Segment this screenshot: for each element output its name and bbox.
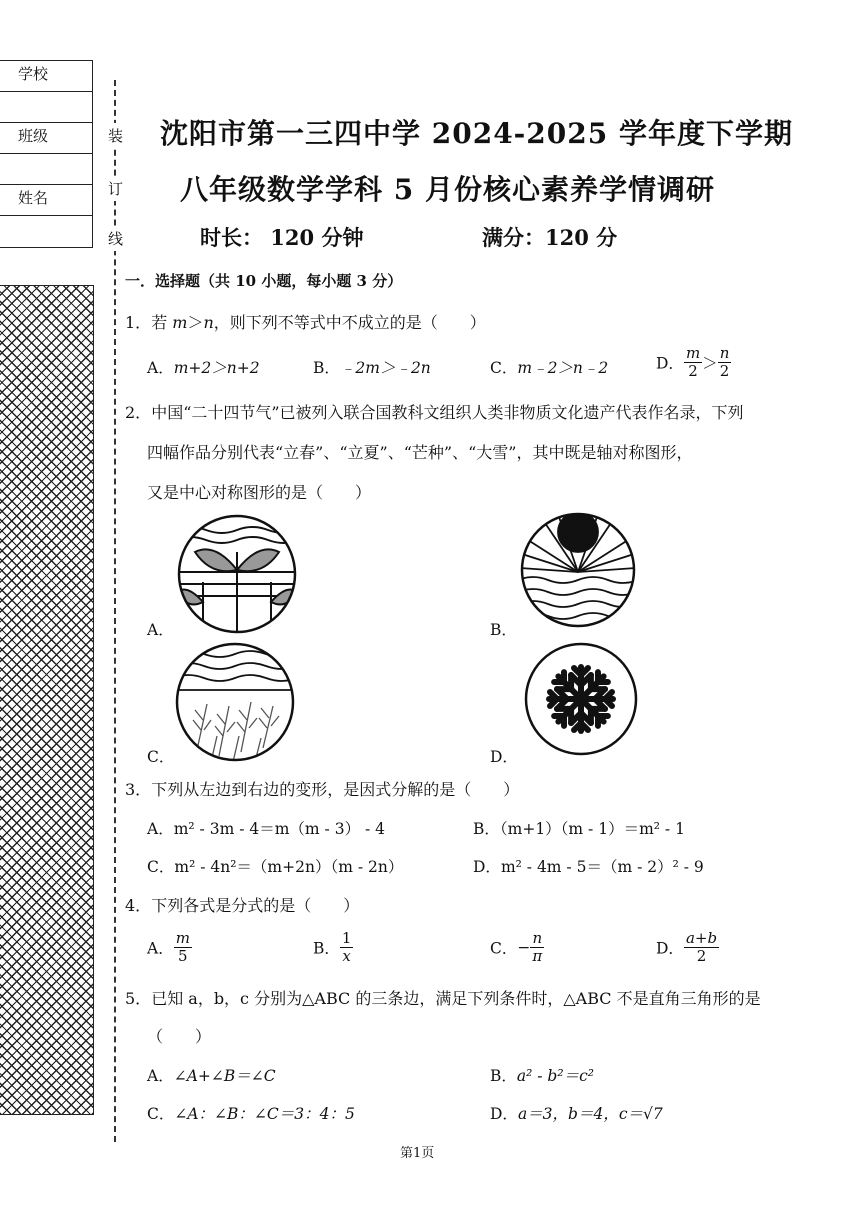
option-text: m﹣2＞n﹣2	[517, 359, 609, 377]
question-text: 下列各式是分式的是（ ）	[151, 896, 360, 915]
q2-option-b-label[interactable]: B．	[490, 621, 517, 639]
gt-sign: ＞	[187, 313, 204, 332]
question-2	[125, 400, 744, 423]
snowflake-emblem-icon	[522, 640, 640, 758]
q3-option-d[interactable]	[473, 855, 704, 877]
option-text: a＝3，b＝4，c＝√7	[517, 1105, 663, 1123]
question-number: 5．	[125, 989, 152, 1008]
question-2-line3: 又是中心对称图形的是（ ）	[147, 483, 372, 502]
option-text: a² - b²＝c²	[516, 1067, 594, 1085]
option-text: ∠A+∠B＝∠C	[173, 1067, 276, 1085]
q2-figure-a[interactable]	[175, 512, 299, 636]
q5-option-c[interactable]	[147, 1102, 355, 1124]
question-number: 4．	[125, 896, 152, 915]
q1-option-a[interactable]	[147, 356, 260, 378]
name-label: 姓名	[0, 185, 92, 216]
question-text: 下列从左边到右边的变形，是因式分解的是（ ）	[151, 780, 520, 799]
option-label: D．	[490, 1105, 518, 1123]
q4-option-c[interactable]: C．− $\frac{n}{\pi}$	[490, 929, 543, 965]
option-label: C．	[490, 359, 518, 377]
question-5-line2: （ ）	[147, 1027, 212, 1046]
page-number: 第1页	[400, 1146, 435, 1161]
exam-title-line1: 沈阳市第一三四中学 2024-2025 学年度下学期	[160, 117, 793, 150]
option-label: C．	[490, 939, 518, 958]
option-text: m+2＞n+2	[173, 359, 260, 377]
option-label: A．	[147, 820, 174, 838]
q1-option-c[interactable]	[490, 356, 608, 378]
question-text-post: ，则下列不等式中不成立的是（ ）	[213, 313, 486, 332]
option-label: D．	[473, 858, 501, 876]
question-2-line2: 四幅作品分别代表“立春”、“立夏”、“芒种”、“大雪”，其中既是轴对称图形，	[147, 443, 693, 462]
fraction: $\frac{m}{5}$	[175, 929, 190, 965]
q5-option-d[interactable]	[490, 1102, 663, 1124]
question-text: 中国“二十四节气”已被列入联合国教科文组织人类非物质文化遗产代表作名录，下列	[151, 403, 744, 422]
var-m: m	[172, 313, 188, 332]
fraction: $\frac{m}{2}$	[685, 344, 701, 380]
fraction: $\frac{1}{x}$	[341, 929, 352, 965]
q3-option-a[interactable]	[147, 817, 385, 839]
class-label: 班级	[0, 123, 92, 154]
fraction: $\frac{a+b}{2}$	[685, 929, 718, 965]
q5-option-b[interactable]	[490, 1064, 594, 1086]
question-3	[125, 777, 519, 800]
sun-emblem-icon	[518, 510, 638, 630]
name-field[interactable]	[0, 216, 92, 247]
q1-option-d[interactable]: D． $\frac{m}{2}$ ＞ $\frac{n}{2}$	[656, 344, 730, 380]
sprout-emblem-icon	[175, 512, 299, 636]
option-label: C．	[147, 1105, 175, 1123]
class-field[interactable]	[0, 154, 92, 185]
section-heading: 一．选择题（共 10 小题，每小题 3 分）	[125, 272, 403, 290]
option-label: B．	[490, 1067, 517, 1085]
q1-option-b[interactable]	[313, 356, 431, 378]
exam-full-score: 满分：120 分	[482, 225, 618, 250]
q2-option-a-label[interactable]: A．	[147, 621, 174, 639]
option-label: A．	[147, 1067, 174, 1085]
question-5	[125, 986, 761, 1009]
option-label: D．	[656, 939, 684, 958]
question-4	[125, 893, 359, 916]
option-label: D．	[656, 354, 684, 373]
q3-option-c[interactable]	[147, 855, 403, 877]
q2-figure-b[interactable]	[518, 510, 638, 630]
option-label: B．	[313, 359, 340, 377]
var-n: n	[203, 313, 214, 332]
q2-option-c-label[interactable]: C．	[147, 748, 175, 766]
q3-option-b[interactable]	[473, 817, 685, 839]
question-1	[125, 310, 486, 333]
binding-char-zhuang: 装	[108, 123, 123, 148]
student-info-table	[0, 60, 93, 248]
option-text: m² - 4m - 5＝（m - 2）² - 9	[500, 858, 704, 876]
question-number: 1．	[125, 313, 152, 332]
hatched-margin	[0, 285, 94, 1115]
option-label: B．	[313, 939, 340, 958]
q4-option-a[interactable]	[147, 930, 192, 965]
q2-figure-c[interactable]	[173, 640, 297, 764]
option-label: A．	[147, 939, 174, 958]
question-text-pre: 若	[151, 313, 173, 332]
exam-duration: 时长： 120 分钟	[200, 225, 364, 250]
option-text: （m+1）（m - 1）＝m² - 1	[499, 820, 685, 838]
option-text: m² - 3m - 4＝m（m - 3） - 4	[173, 820, 386, 838]
option-text: ∠A：∠B：∠C＝3：4：5	[174, 1105, 355, 1123]
q2-option-d-label[interactable]: D．	[490, 748, 518, 766]
q5-option-a[interactable]	[147, 1064, 276, 1086]
option-label: B．	[473, 820, 500, 838]
fraction: $\frac{n}{2}$	[719, 344, 730, 380]
fraction: $\frac{n}{\pi}$	[532, 929, 543, 965]
q2-figure-d[interactable]	[522, 640, 640, 758]
question-number: 3．	[125, 780, 152, 799]
binding-char-ding: 订	[108, 176, 123, 201]
option-label: C．	[147, 858, 175, 876]
school-label: 学校	[0, 61, 92, 92]
option-label: A．	[147, 359, 174, 377]
question-number: 2．	[125, 403, 152, 422]
option-text: m² - 4n²＝（m+2n）（m - 2n）	[174, 858, 404, 876]
school-field[interactable]	[0, 92, 92, 123]
q4-option-d[interactable]	[656, 930, 719, 965]
question-text: 已知 a，b，c 分别为△ABC 的三条边，满足下列条件时，△ABC 不是直角三角形的是	[151, 989, 761, 1008]
exam-title-line2: 八年级数学学科 5 月份核心素养学情调研	[180, 173, 715, 206]
grain-field-emblem-icon	[173, 640, 297, 764]
q4-option-b[interactable]	[313, 930, 353, 965]
binding-char-xian: 线	[108, 226, 123, 251]
option-text: ﹣2m＞﹣2n	[339, 359, 431, 377]
